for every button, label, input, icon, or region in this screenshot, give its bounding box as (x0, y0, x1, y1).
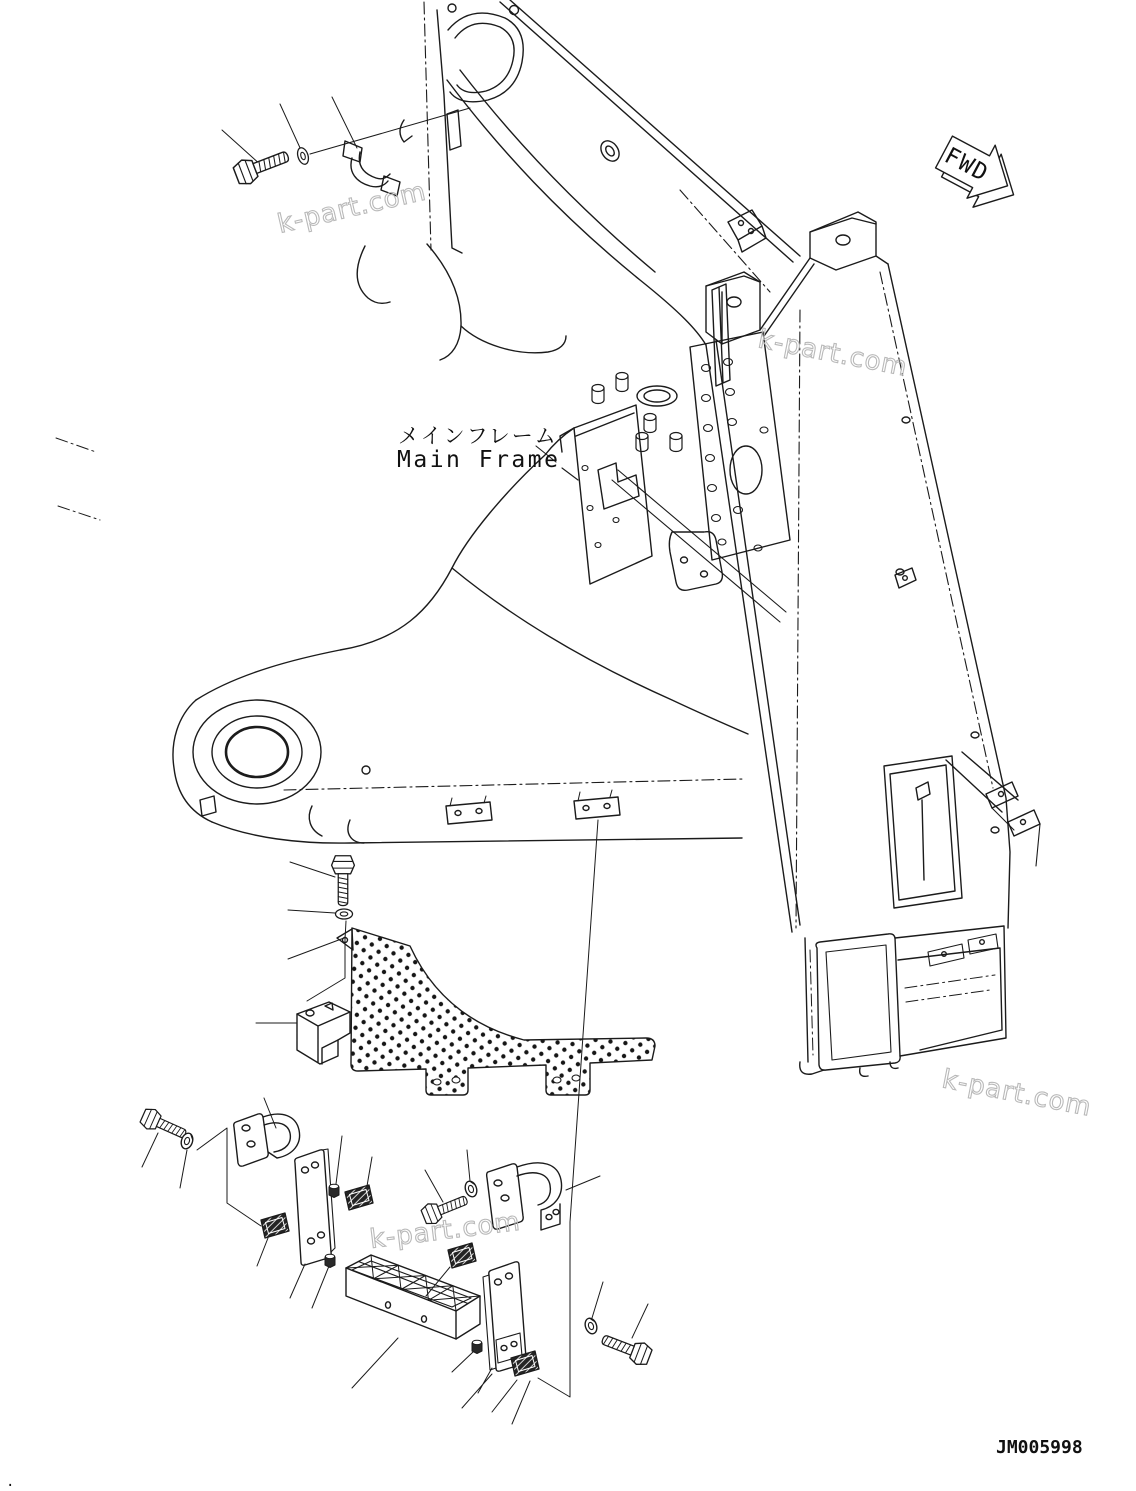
lock-washer-middle (463, 1180, 478, 1199)
watermark-top-left: k-part.com (274, 176, 430, 240)
main-frame-label-en: Main Frame (397, 447, 561, 473)
strap-plate-left (295, 1149, 335, 1265)
lock-washer-right (583, 1317, 599, 1336)
hex-bolt-step-plate (332, 856, 355, 906)
curved-bracket-left (234, 1114, 300, 1166)
clip-plate-right-upper (448, 1243, 476, 1268)
main-frame-drawing (56, 0, 1040, 1076)
fwd-direction-arrow (930, 126, 1028, 222)
clip-plate-left-lower (261, 1213, 289, 1238)
fwd-label: FWD (940, 142, 993, 188)
clip-plate-left-upper (345, 1185, 373, 1210)
hex-bolt-right (599, 1329, 654, 1368)
footer-mark: . (6, 1474, 15, 1490)
watermark-bottom-middle: k-part.com (368, 1206, 523, 1255)
nut-left-lower (325, 1254, 335, 1267)
nut-left-upper (329, 1184, 339, 1197)
drawing-number: JM005998 (996, 1437, 1083, 1458)
main-frame-label-jp: メインフレーム (398, 424, 558, 448)
grab-handle-group (222, 97, 470, 196)
nut-right (472, 1340, 482, 1353)
clip-plate-right-lower (511, 1351, 539, 1376)
watermark-upper-right: k-part.com (755, 324, 911, 383)
flat-washer-step-plate (336, 909, 353, 919)
support-bracket (297, 1002, 350, 1064)
flat-washer-top (296, 146, 311, 165)
watermark-lower-right: k-part.com (939, 1064, 1095, 1123)
hex-bolt-top (232, 144, 292, 187)
perforated-step-plate (351, 928, 655, 1095)
grate-step (346, 1255, 480, 1388)
left-step-bracket-group (139, 1098, 373, 1308)
